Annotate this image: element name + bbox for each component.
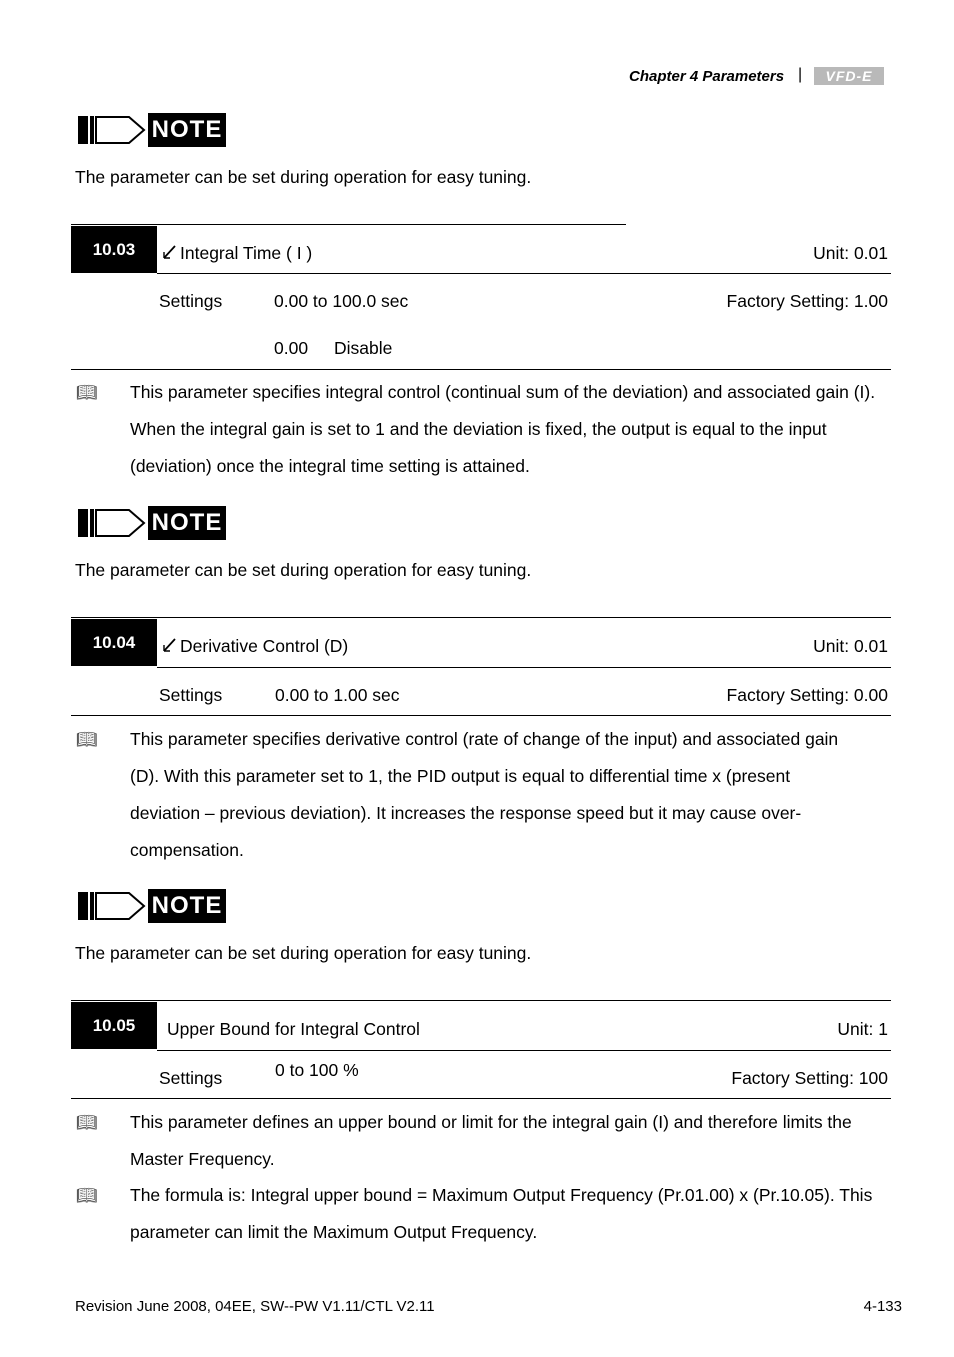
param-code: 10.04 bbox=[71, 619, 157, 666]
settings-range: 0 to 100 % bbox=[275, 1060, 359, 1080]
note-badge bbox=[77, 889, 227, 925]
note-label: NOTE bbox=[148, 889, 226, 923]
note-badge bbox=[77, 113, 227, 149]
factory-setting: Factory Setting: 0.00 bbox=[726, 685, 888, 705]
runtime-edit-icon bbox=[162, 637, 178, 653]
note-badge bbox=[77, 506, 227, 542]
runtime-edit-icon bbox=[162, 244, 178, 260]
param-code: 10.05 bbox=[71, 1002, 157, 1049]
header-separator: | bbox=[798, 66, 803, 83]
factory-setting: Factory Setting: 100 bbox=[731, 1068, 888, 1088]
param-title: Derivative Control (D) bbox=[180, 636, 349, 656]
note-text: The parameter can be set during operation for easy tuning. bbox=[75, 167, 532, 187]
settings-label: Settings bbox=[159, 291, 223, 311]
book-icon: 📖︎ bbox=[76, 1186, 98, 1205]
book-icon: 📖︎ bbox=[76, 730, 98, 749]
pencil-note-icon bbox=[77, 506, 147, 542]
settings-range: 0.00 to 100.0 sec bbox=[274, 291, 409, 311]
param-description: The formula is: Integral upper bound = Maximum Output Frequency (Pr.01.00) x (Pr.10.05). This parameter can limit the Maximum Output Frequency. bbox=[130, 1185, 873, 1242]
param-code: 10.03 bbox=[71, 226, 157, 273]
chapter-title: Chapter 4 Parameters bbox=[629, 68, 785, 85]
table-rule bbox=[71, 1000, 891, 1001]
pencil-note-icon bbox=[77, 113, 147, 149]
table-rule bbox=[157, 667, 891, 668]
pencil-note-icon bbox=[77, 889, 147, 925]
table-rule bbox=[71, 1098, 891, 1099]
param-description: This parameter defines an upper bound or limit for the integral gain (I) and therefore limits the Master Frequency. bbox=[130, 1112, 852, 1169]
factory-setting: Factory Setting: 1.00 bbox=[726, 291, 888, 311]
note-label: NOTE bbox=[148, 506, 226, 540]
table-rule bbox=[71, 715, 891, 716]
note-label: NOTE bbox=[148, 113, 226, 147]
table-rule bbox=[71, 369, 891, 370]
note-text: The parameter can be set during operation for easy tuning. bbox=[75, 560, 532, 580]
table-rule bbox=[157, 1050, 891, 1051]
param-unit: Unit: 1 bbox=[837, 1019, 888, 1039]
param-description: This parameter specifies integral control (continual sum of the deviation) and associated gain (I). When the integral gain is set to 1 and the deviation is fixed, the output is equal to the input (deviation) once the integral time setting is attained. bbox=[130, 382, 876, 476]
param-unit: Unit: 0.01 bbox=[813, 636, 888, 656]
revision-info: Revision June 2008, 04EE, SW--PW V1.11/CTL V2.11 bbox=[75, 1298, 435, 1315]
settings-label: Settings bbox=[159, 1068, 223, 1088]
settings-range: 0.00 to 1.00 sec bbox=[275, 685, 400, 705]
book-icon: 📖︎ bbox=[76, 383, 98, 402]
book-icon: 📖︎ bbox=[76, 1113, 98, 1132]
param-title: Integral Time ( I ) bbox=[180, 243, 313, 263]
table-rule bbox=[157, 273, 891, 274]
note-text: The parameter can be set during operation for easy tuning. bbox=[75, 943, 532, 963]
param-unit: Unit: 0.01 bbox=[813, 243, 888, 263]
table-rule bbox=[71, 224, 626, 225]
page-number: 4-133 bbox=[863, 1298, 902, 1315]
param-title: Upper Bound for Integral Control bbox=[167, 1019, 420, 1039]
param-description: This parameter specifies derivative control (rate of change of the input) and associated gain (D). With this parameter set to 1, the PID output is equal to differential time x (present deviation – previous deviation). It increases the response speed but it may cause over-compensation. bbox=[130, 729, 839, 860]
option-value: 0.00 bbox=[274, 338, 309, 358]
option-label: Disable bbox=[334, 338, 393, 358]
settings-label: Settings bbox=[159, 685, 223, 705]
table-rule bbox=[71, 617, 891, 618]
vfd-e-logo: VFD-E bbox=[814, 67, 884, 85]
